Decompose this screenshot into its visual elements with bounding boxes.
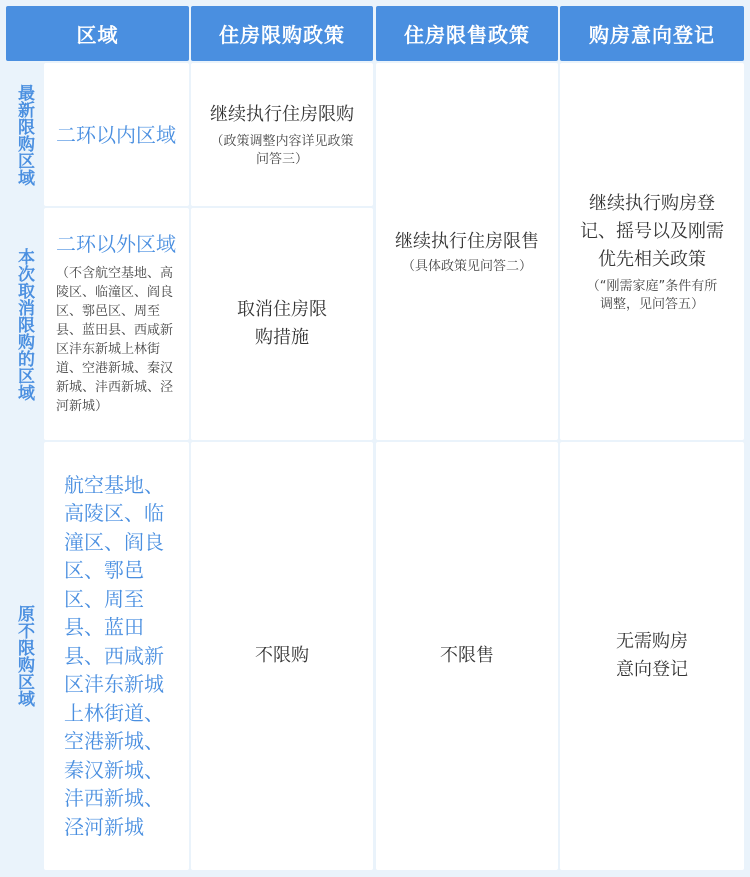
inner-area-name: 二环以内区域 (56, 122, 176, 147)
group-never (6, 442, 42, 870)
group-cancelled (6, 208, 42, 440)
outer-area-note: （不含航空基地、高陵区、临潼区、阎良区、鄠邑区、周至县、蓝田县、西咸新区沣东新城上林街道、空港新城、秦汉新城、沣西新城、泾河新城） (56, 266, 174, 414)
group-latest-label: 最新限购区域 (14, 83, 34, 186)
header-registration-label: 购房意向登记 (589, 23, 715, 47)
header-region (6, 6, 189, 61)
group-latest (6, 63, 42, 206)
cell-inner-purchase (191, 63, 373, 206)
cell-never-purchase (191, 442, 373, 870)
shared-sale-note: （具体政策见问答二） (401, 258, 532, 274)
outer-area-name: 二环以外区域 (56, 232, 176, 256)
cell-outer-area (44, 208, 189, 440)
shared-registration-note: （“刚需家庭”条件有所调整，见问答五） (586, 278, 718, 312)
header-purchase-policy-label: 住房限购政策 (219, 23, 345, 47)
cell-never-registration (560, 442, 744, 870)
outer-purchase-text: 取消住房限购措施 (237, 299, 327, 348)
header-purchase-policy (191, 6, 373, 61)
header-region-label: 区域 (76, 23, 119, 47)
cell-shared-sale (376, 63, 558, 440)
cell-inner-area (44, 63, 189, 206)
group-cancelled-label: 本次取消限购的区域 (14, 247, 34, 401)
header-sale-policy (376, 6, 558, 61)
never-registration-text: 无需购房意向登记 (616, 631, 688, 680)
never-area-name: 航空基地、高陵区、临潼区、阎良区、鄠邑区、周至县、蓝田县、西咸新区沣东新城上林街道、空港新城、秦汉新城、沣西新城、泾河新城 (64, 472, 164, 839)
never-purchase-text: 不限购 (255, 645, 309, 666)
inner-purchase-note: （政策调整内容详见政策问答三） (210, 133, 354, 167)
cell-outer-purchase (191, 208, 373, 440)
header-registration (560, 6, 744, 61)
header-sale-policy-label: 住房限售政策 (404, 23, 530, 47)
group-never-label: 原不限购区域 (14, 605, 34, 707)
cell-never-sale (376, 442, 558, 870)
cell-shared-registration (560, 63, 744, 440)
never-sale-text: 不限售 (440, 645, 494, 666)
shared-sale-text: 继续执行住房限售 (395, 230, 539, 252)
inner-purchase-text: 继续执行住房限购 (210, 103, 354, 125)
cell-never-area (44, 442, 189, 870)
shared-registration-text: 继续执行购房登记、摇号以及刚需优先相关政策 (580, 192, 724, 270)
